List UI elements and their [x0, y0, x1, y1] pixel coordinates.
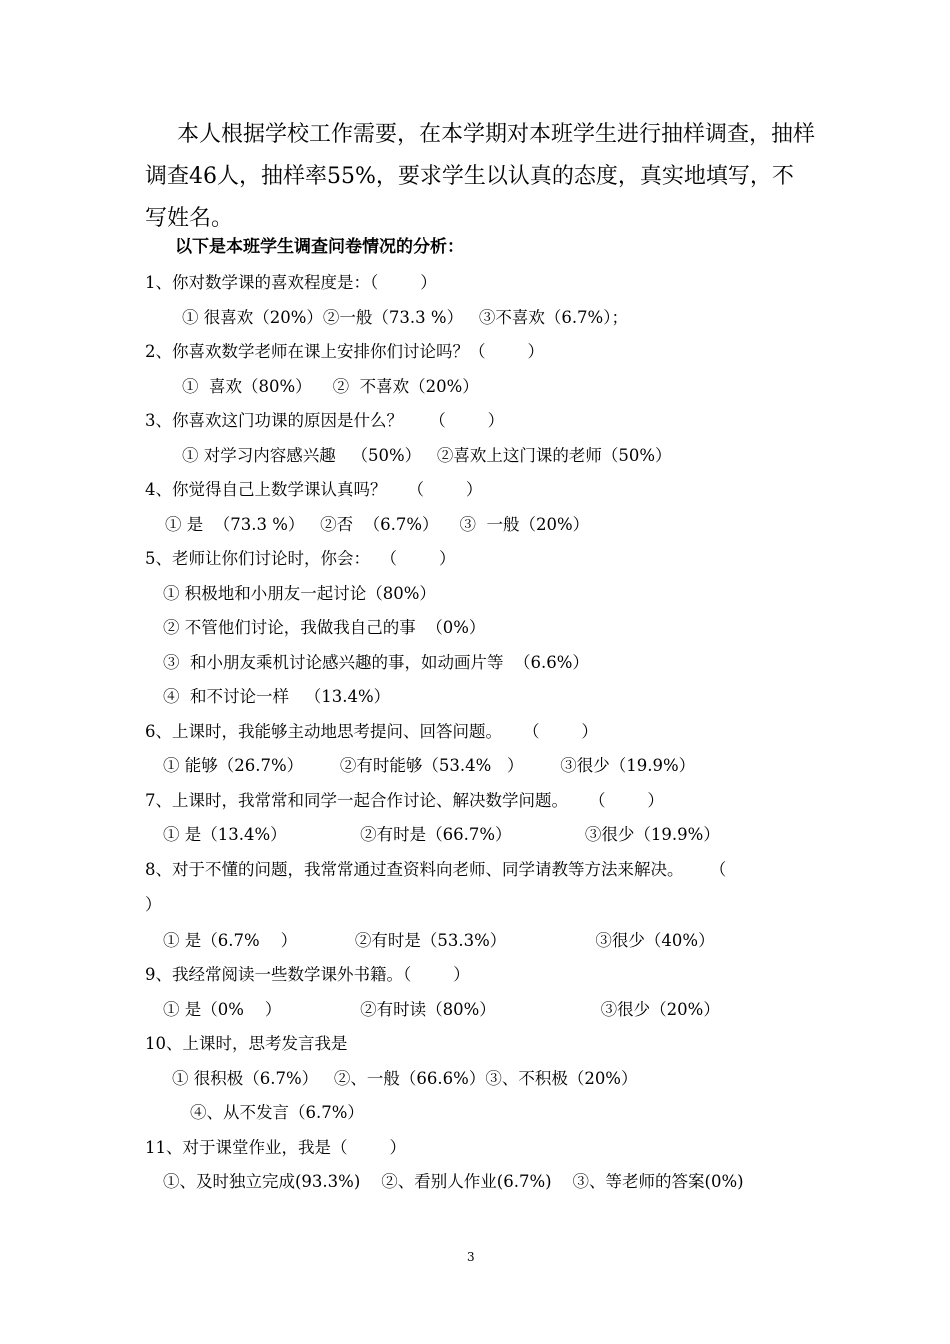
answer-8: ① 是（6.7% ） ②有时是（53.3%） ③很少（40%）: [163, 931, 715, 950]
analysis-heading: 以下是本班学生调查问卷情况的分析：: [175, 237, 464, 257]
question-9: 9、我经常阅读一些数学课外书籍。（ ）: [145, 965, 470, 984]
question-8-continued: ）: [145, 895, 162, 914]
answer-1: ① 很喜欢（20%）②一般（73.3 %） ③不喜欢（6.7%）；: [182, 308, 628, 327]
question-5: 5、老师让你们讨论时，你会： （ ）: [145, 549, 456, 568]
answer-9: ① 是（0% ） ②有时读（80%） ③很少（20%）: [163, 1000, 720, 1019]
question-6: 6、上课时，我能够主动地思考提问、回答问题。 （ ）: [145, 722, 598, 741]
intro-paragraph: 本人根据学校工作需要，在本学期对本班学生进行抽样调查，抽样调查46人，抽样率55%，要求学生以认真的态度，真实地填写，不写姓名。: [145, 122, 816, 231]
question-1: 1、你对数学课的喜欢程度是：（ ）: [145, 273, 437, 292]
page-number: 3: [467, 1250, 475, 1264]
question-10: 10、上课时，思考发言我是: [145, 1034, 348, 1053]
answer-5-option-1: ① 积极地和小朋友一起讨论（80%）: [163, 584, 436, 603]
answer-5-option-4: ④ 和不讨论一样 （13.4%）: [163, 687, 391, 706]
question-3: 3、你喜欢这门功课的原因是什么？ （ ）: [145, 411, 505, 430]
answer-10: ① 很积极（6.7%） ②、一般（66.6%）③、不积极（20%）: [172, 1069, 638, 1088]
answer-3: ① 对学习内容感兴趣 （50%） ②喜欢上这门课的老师（50%）: [182, 446, 672, 465]
question-8: 8、对于不懂的问题，我常常通过查资料向老师、同学请教等方法来解决。 （: [145, 860, 727, 879]
question-2: 2、你喜欢数学老师在课上安排你们讨论吗？（ ）: [145, 342, 544, 361]
answer-5-option-3: ③ 和小朋友乘机讨论感兴趣的事，如动画片等 （6.6%）: [163, 653, 589, 672]
answer-4: ① 是 （73.3 %） ②否 （6.7%） ③ 一般（20%）: [165, 515, 590, 534]
answer-11: ①、及时独立完成(93.3%) ②、看别人作业(6.7%) ③、等老师的答案(0%): [163, 1172, 744, 1191]
question-4: 4、你觉得自己上数学课认真吗？ （ ）: [145, 480, 483, 499]
question-11: 11、对于课堂作业，我是（ ）: [145, 1138, 406, 1157]
answer-10-option-4: ④、从不发言（6.7%）: [190, 1103, 364, 1122]
answer-2: ① 喜欢（80%） ② 不喜欢（20%）: [182, 377, 479, 396]
answer-7: ① 是（13.4%） ②有时是（66.7%） ③很少（19.9%）: [163, 825, 720, 844]
answer-6: ① 能够（26.7%） ②有时能够（53.4% ） ③很少（19.9%）: [163, 756, 696, 775]
question-7: 7、上课时，我常常和同学一起合作讨论、解决数学问题。 （ ）: [145, 791, 664, 810]
answer-5-option-2: ② 不管他们讨论，我做我自己的事 （0%）: [163, 618, 486, 637]
